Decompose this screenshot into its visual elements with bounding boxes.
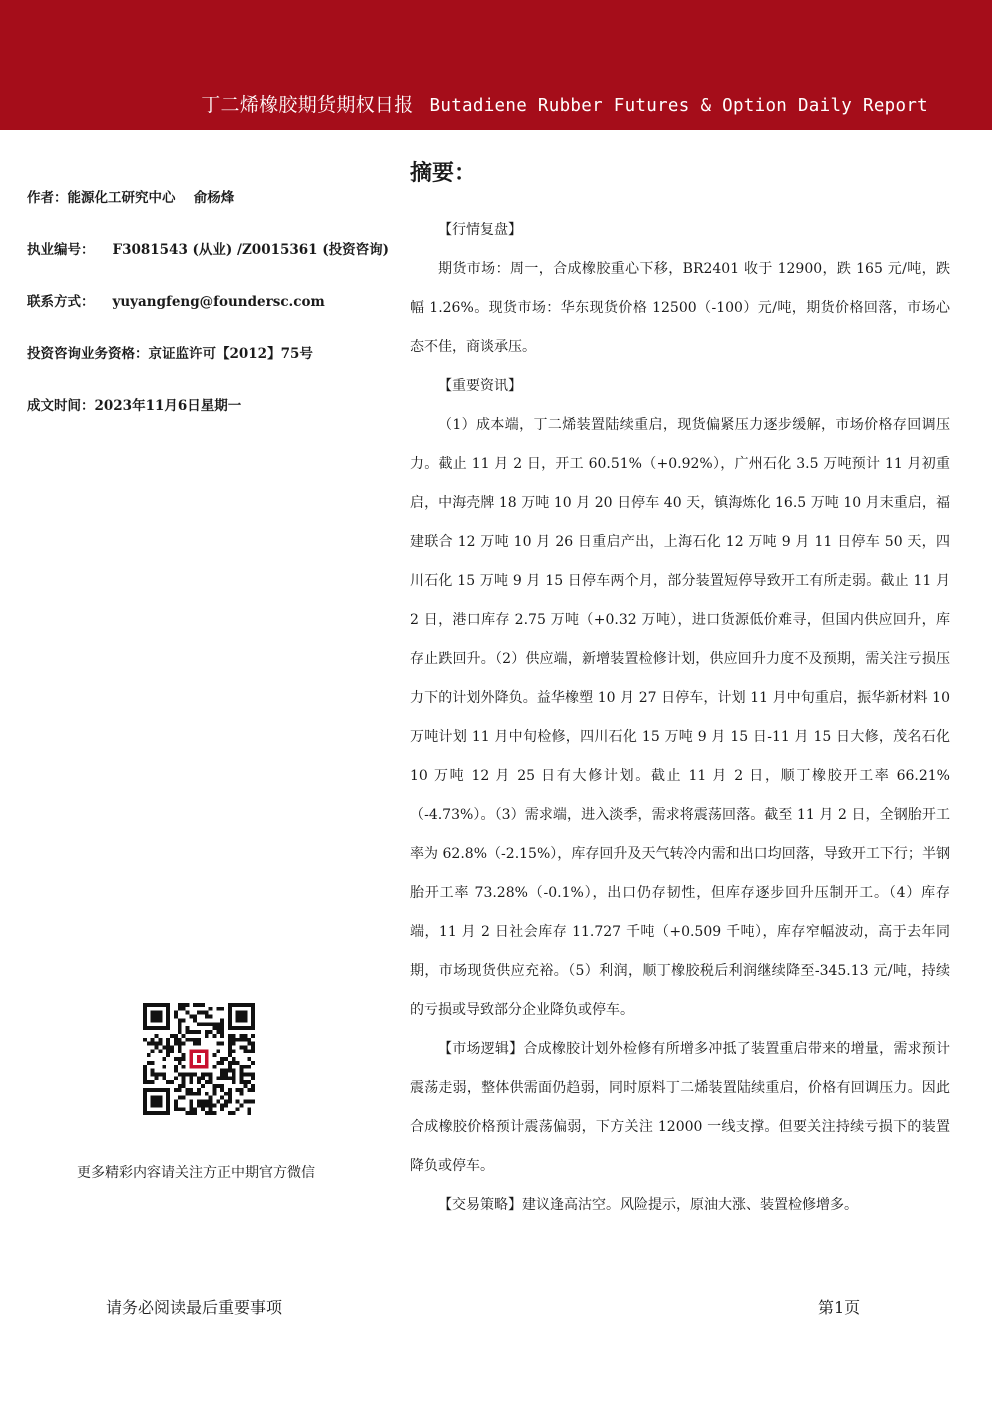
footer-notice: 请务必阅读最后重要事项 bbox=[106, 1298, 283, 1317]
qualification-row bbox=[27, 344, 387, 396]
license-row bbox=[27, 240, 390, 292]
license-value: F3081543 (从业) /Z0015361 (投资咨询) bbox=[112, 242, 390, 258]
page-number: 第1页 bbox=[818, 1298, 861, 1317]
report-title bbox=[201, 90, 928, 117]
date-row bbox=[27, 396, 387, 448]
logic-heading: 【市场逻辑】 bbox=[438, 1041, 524, 1057]
summary-content bbox=[410, 211, 950, 1225]
news-heading: 【重要资讯】 bbox=[438, 378, 522, 394]
strategy-heading: 【交易策略】 bbox=[438, 1197, 522, 1213]
contact-label: 联系方式： bbox=[27, 294, 95, 310]
logic-paragraph bbox=[410, 1030, 950, 1186]
summary-title: 摘要： bbox=[410, 160, 477, 186]
strategy-text: 建议逢高沽空。风险提示，原油大涨、装置检修增多。 bbox=[522, 1197, 858, 1213]
report-title-en: Butadiene Rubber Futures & Option Daily Report bbox=[429, 96, 928, 116]
author-label: 作者： bbox=[27, 190, 68, 206]
market-review-heading: 【行情复盘】 bbox=[438, 222, 522, 238]
report-title-cn: 丁二烯橡胶期货期权日报 bbox=[201, 94, 414, 116]
market-review-text: 期货市场：周一，合成橡胶重心下移，BR2401 收于 12900，跌 165 元/吨，跌幅 1.26%。现货市场：华东现货价格 12500（-100）元/吨，期货价格回落，市场心态不佳，商谈承压。 bbox=[410, 261, 950, 355]
wechat-qr-code bbox=[143, 1003, 255, 1115]
contact-email[interactable]: yuyangfeng@foundersc.com bbox=[112, 294, 325, 310]
contact-row bbox=[27, 292, 387, 344]
author-row bbox=[27, 188, 387, 240]
license-label: 执业编号： bbox=[27, 242, 95, 258]
report-meta bbox=[27, 188, 390, 448]
header-banner bbox=[0, 0, 992, 130]
qualification-label: 投资咨询业务资格： bbox=[27, 346, 149, 362]
logic-text: 合成橡胶计划外检修有所增多冲抵了装置重启带来的增量，需求预计震荡走弱，整体供需面仍趋弱，同时原料丁二烯装置陆续重启，价格有回调压力。因此合成橡胶价格预计震荡偏弱，下方关注 12000 一线支撑。但要关注持续亏损下的装置降负或停车。 bbox=[410, 1041, 951, 1174]
qualification-value: 京证监许可【2012】75号 bbox=[148, 346, 313, 362]
author-value: 能源化工研究中心 俞杨烽 bbox=[67, 190, 235, 206]
qr-caption: 更多精彩内容请关注方正中期官方微信 bbox=[77, 1165, 315, 1181]
news-text: （1）成本端，丁二烯装置陆续重启，现货偏紧压力逐步缓解，市场价格存回调压力。截止 11 月 2 日，开工 60.51%（+0.92%），广州石化 3.5 万吨预计 11 月初重启，中海壳牌 18 万吨 10 月 20 日停车 40 天，镇海炼化 16.5 万吨 10 月末重启，福建联合 12 万吨 10 月 26 日重启产出，上海石化 12 万吨 9 月 11 日停车 50 天，四川石化 15 万吨 9 月 15 日停车两个月，部分装置短停导致开工有所走弱。截止 11 月 2 日，港口库存 2.75 万吨（+0.32 万吨），进口货源低价难寻，但国内供应回升，库存止跌回升。（2）供应端，新增装置检修计划，供应回升力度不及预期，需关注亏损压力下的计划外降负。益华橡塑 10 月 27 日停车，计划 11 月中旬重启，振华新材料 10 万吨计划 11 月中旬检修，四川石化 15 万吨 9 月 15 日-11 月 15 日大修，茂名石化 10 万吨 12 月 25 日有大修计划。截止 11 月 2 日，顺丁橡胶开工率 66.21%（-4.73%）。（3）需求端，进入淡季，需求将震荡回落。截至 11 月 2 日，全钢胎开工率为 62.8%（-2.15%），库存回升及天气转冷内需和出口均回落，导致开工下行；半钢胎开工率 73.28%（-0.1%），出口仍存韧性，但库存逐步回升压制开工。（4）库存端，11 月 2 日社会库存 11.727 千吨（+0.509 千吨），库存窄幅波动，高于去年同期，市场现货供应充裕。（5）利润，顺丁橡胶税后利润继续降至-345.13 元/吨，持续的亏损或导致部分企业降负或停车。 bbox=[410, 417, 950, 1018]
date-value: 2023年11月6日星期一 bbox=[94, 398, 242, 414]
date-label: 成文时间： bbox=[27, 398, 95, 414]
strategy-paragraph bbox=[410, 1186, 950, 1225]
